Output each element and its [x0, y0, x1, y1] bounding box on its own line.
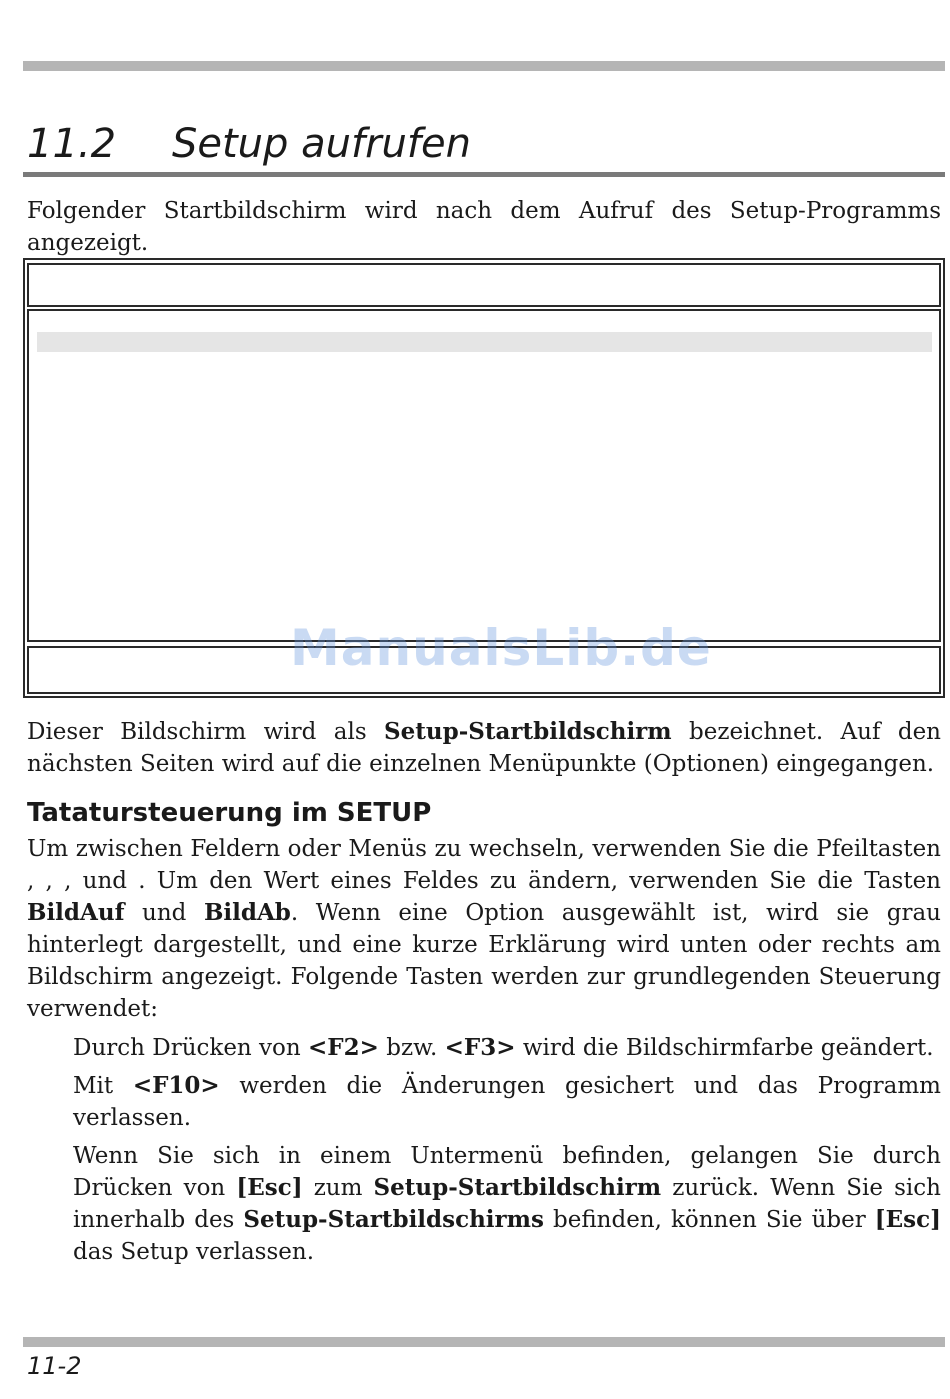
key-esc: [Esc] [874, 1206, 941, 1233]
keyboard-heading: Tatatursteuerung im SETUP [27, 798, 432, 828]
item-text: bzw. [378, 1035, 445, 1061]
item-f10 [73, 1070, 941, 1134]
selected-menu-highlight [37, 332, 932, 352]
description-paragraph [27, 716, 941, 780]
keyboard-text: und [124, 900, 204, 926]
keyboard-paragraph [27, 833, 941, 1025]
key-f3: <F3> [444, 1034, 516, 1061]
term-setup-startbildschirms: Setup-Startbildschirms [243, 1206, 544, 1233]
term-setup-startbildschirm: Setup-Startbildschirm [373, 1174, 662, 1201]
keyboard-text: . Wenn eine Option ausgewählt ist, wird sie grau hinterlegt dargestellt, und eine kurze Erklärung wird unten oder rechts am Bildschirm angezeigt. Folgende Tasten werden zur grundlegenden Steuerung verwendet: [27, 900, 941, 1022]
setup-screen-title-bar [27, 263, 941, 307]
section-title: Setup aufrufen [172, 121, 471, 167]
section-number: 11.2 [27, 121, 117, 167]
watermark: ManualsLib.de [290, 619, 712, 677]
keyboard-text: Um zwischen Feldern oder Menüs zu wechseln, verwenden Sie die Pfeiltasten , , , und . Um den Wert eines Feldes zu ändern, verwenden Sie die Tasten [27, 836, 941, 894]
item-text: werden die Änderungen gesichert und das Programm verlassen. [73, 1073, 941, 1131]
item-f2 [73, 1032, 941, 1064]
key-esc: [Esc] [236, 1174, 303, 1201]
setup-screen-menu-area [27, 309, 941, 642]
section-heading [27, 118, 471, 170]
key-bildab: BildAb [203, 899, 291, 926]
item-text: Mit [73, 1073, 133, 1099]
item-text: zum [302, 1175, 374, 1201]
key-f2: <F2> [308, 1034, 379, 1061]
key-bildauf: BildAuf [27, 899, 125, 926]
heading-rule [23, 172, 945, 177]
intro-paragraph: Folgender Startbildschirm wird nach dem Aufruf des Setup-Programms angezeigt. [27, 198, 941, 256]
description-text: Dieser Bildschirm wird als [27, 719, 385, 745]
item-esc [73, 1140, 941, 1268]
description-text-end: bezeichnet. Auf den nächsten Seiten wird auf die einzelnen Menüpunkte (Optionen) eingegangen. [27, 719, 941, 777]
item-text: befinden, können Sie über [543, 1207, 875, 1233]
top-rule [23, 61, 945, 71]
bottom-rule [23, 1337, 945, 1347]
page-number: 11-2 [27, 1352, 82, 1380]
item-text: wird die Bildschirmfarbe geändert. [515, 1035, 934, 1061]
item-text: Wenn Sie sich in einem Untermenü befinden, gelangen Sie durch Drücken von [73, 1143, 941, 1201]
item-text: zurück. Wenn Sie sich innerhalb des [73, 1175, 941, 1233]
item-text: das Setup verlassen. [73, 1239, 315, 1265]
description-bold: Setup-Startbildschirm [384, 718, 672, 745]
item-text: Durch Drücken von [73, 1035, 309, 1061]
key-f10: <F10> [132, 1072, 220, 1099]
